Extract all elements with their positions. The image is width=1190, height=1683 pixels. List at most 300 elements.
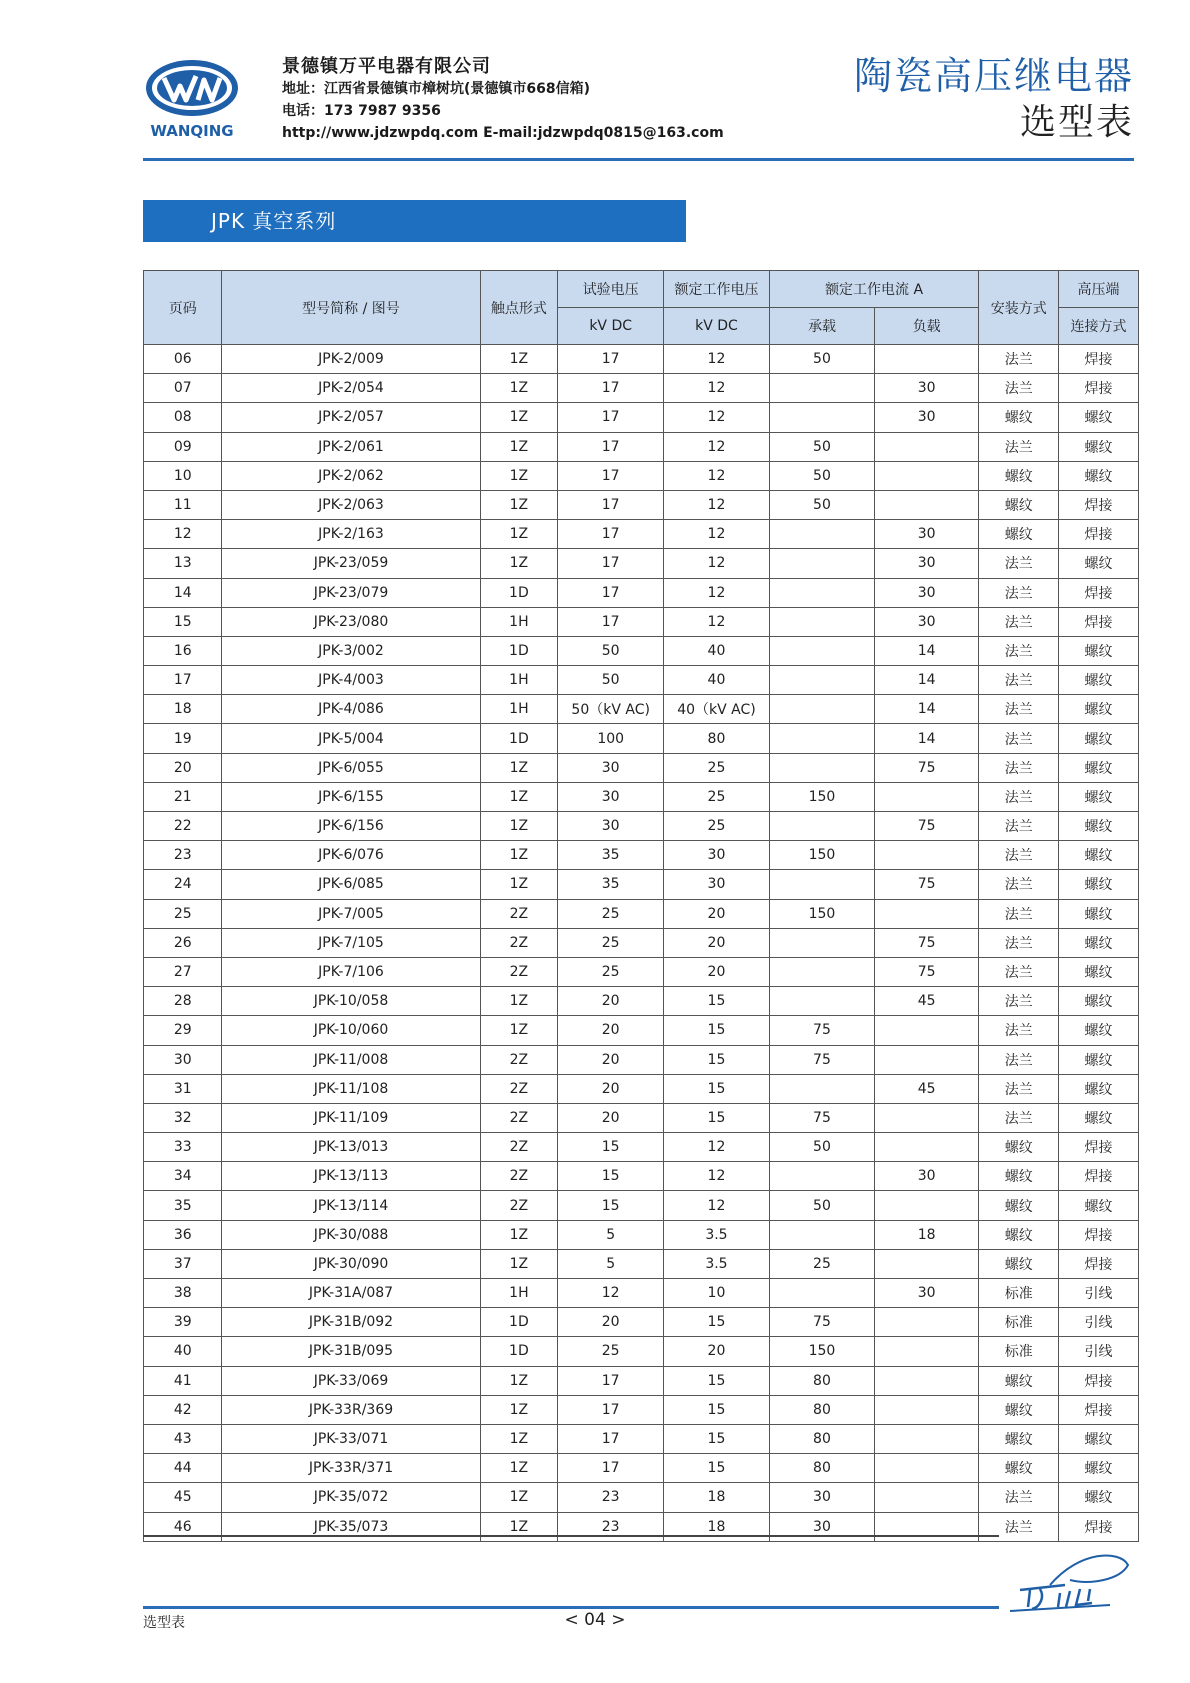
contact-cell: 1D [480, 724, 558, 753]
contact-cell: 1Z [480, 1454, 558, 1483]
test-voltage-cell: 25 [558, 1337, 664, 1366]
model-cell: JPK-11/108 [222, 1074, 480, 1103]
load-current-cell: 30 [875, 403, 979, 432]
model-cell: JPK-2/057 [222, 403, 480, 432]
hv-connection-cell: 螺纹 [1059, 1191, 1139, 1220]
table-row [144, 1103, 1139, 1132]
test-voltage-cell: 17 [558, 1424, 664, 1453]
carry-current-cell [769, 403, 874, 432]
mount-cell: 法兰 [979, 753, 1059, 782]
hv-connection-cell: 螺纹 [1059, 461, 1139, 490]
contact-cell: 1Z [480, 345, 558, 374]
model-cell: JPK-30/088 [222, 1220, 480, 1249]
document-title [854, 52, 1134, 146]
carry-current-cell: 75 [769, 1308, 874, 1337]
model-cell: JPK-6/156 [222, 812, 480, 841]
contact-cell: 2Z [480, 957, 558, 986]
contact-cell: 1Z [480, 1424, 558, 1453]
table-row [144, 1424, 1139, 1453]
test-voltage-cell: 30 [558, 753, 664, 782]
rated-voltage-cell: 12 [664, 345, 770, 374]
page-cell: 41 [144, 1366, 222, 1395]
table-row [144, 812, 1139, 841]
test-voltage-cell: 15 [558, 1162, 664, 1191]
contact-cell: 1Z [480, 812, 558, 841]
table-row [144, 636, 1139, 665]
test-voltage-cell: 20 [558, 1308, 664, 1337]
carry-current-cell [769, 1162, 874, 1191]
model-cell: JPK-2/054 [222, 374, 480, 403]
rated-voltage-cell: 15 [664, 1424, 770, 1453]
test-voltage-cell: 25 [558, 899, 664, 928]
contact-cell: 1Z [480, 841, 558, 870]
contact-cell: 1D [480, 636, 558, 665]
load-current-cell [875, 1103, 979, 1132]
mount-cell: 法兰 [979, 1074, 1059, 1103]
load-current-cell [875, 1191, 979, 1220]
table-row [144, 432, 1139, 461]
model-cell: JPK-7/105 [222, 928, 480, 957]
load-current-cell: 30 [875, 520, 979, 549]
hv-connection-cell: 螺纹 [1059, 899, 1139, 928]
header-load: 负载 [875, 308, 979, 345]
hv-connection-cell: 焊接 [1059, 607, 1139, 636]
test-voltage-cell: 25 [558, 928, 664, 957]
carry-current-cell [769, 549, 874, 578]
mount-cell: 螺纹 [979, 1424, 1059, 1453]
model-cell: JPK-13/114 [222, 1191, 480, 1220]
contact-cell: 1H [480, 607, 558, 636]
page-cell: 22 [144, 812, 222, 841]
test-voltage-cell: 35 [558, 841, 664, 870]
carry-current-cell: 50 [769, 461, 874, 490]
header-contact: 触点形式 [480, 271, 558, 345]
rated-voltage-cell: 15 [664, 1016, 770, 1045]
table-row [144, 1045, 1139, 1074]
load-current-cell: 30 [875, 549, 979, 578]
rated-voltage-cell: 20 [664, 1337, 770, 1366]
contact-cell: 1H [480, 666, 558, 695]
contact-cell: 1D [480, 578, 558, 607]
table-row [144, 1483, 1139, 1512]
carry-current-cell [769, 1279, 874, 1308]
header-mount: 安装方式 [979, 271, 1059, 345]
table-row [144, 1366, 1139, 1395]
rated-voltage-cell: 40 [664, 666, 770, 695]
mount-cell: 法兰 [979, 607, 1059, 636]
load-current-cell [875, 432, 979, 461]
mount-cell: 螺纹 [979, 1249, 1059, 1278]
model-cell: JPK-31A/087 [222, 1279, 480, 1308]
carry-current-cell: 80 [769, 1424, 874, 1453]
hv-connection-cell: 螺纹 [1059, 987, 1139, 1016]
carry-current-cell [769, 636, 874, 665]
load-current-cell: 30 [875, 578, 979, 607]
rated-voltage-cell: 20 [664, 957, 770, 986]
load-current-cell [875, 490, 979, 519]
mount-cell: 标准 [979, 1279, 1059, 1308]
rated-voltage-cell: 12 [664, 1191, 770, 1220]
carry-current-cell [769, 987, 874, 1016]
footer-divider [143, 1606, 999, 1609]
model-cell: JPK-35/073 [222, 1512, 480, 1541]
test-voltage-cell: 17 [558, 1454, 664, 1483]
rated-voltage-cell: 30 [664, 870, 770, 899]
model-cell: JPK-33R/369 [222, 1395, 480, 1424]
mount-cell: 法兰 [979, 1016, 1059, 1045]
page-cell: 09 [144, 432, 222, 461]
load-current-cell [875, 1454, 979, 1483]
table-row [144, 1308, 1139, 1337]
table-row [144, 490, 1139, 519]
model-cell: JPK-7/106 [222, 957, 480, 986]
contact-cell: 1Z [480, 432, 558, 461]
table-row [144, 899, 1139, 928]
carry-current-cell: 50 [769, 432, 874, 461]
load-current-cell: 14 [875, 666, 979, 695]
test-voltage-cell: 23 [558, 1483, 664, 1512]
model-cell: JPK-2/062 [222, 461, 480, 490]
page-cell: 14 [144, 578, 222, 607]
page-cell: 28 [144, 987, 222, 1016]
carry-current-cell: 150 [769, 841, 874, 870]
logo-text: WANQING [150, 122, 234, 140]
rated-voltage-cell: 40 [664, 636, 770, 665]
page-cell: 45 [144, 1483, 222, 1512]
page-cell: 21 [144, 782, 222, 811]
page-cell: 39 [144, 1308, 222, 1337]
contact-cell: 1Z [480, 549, 558, 578]
carry-current-cell: 75 [769, 1016, 874, 1045]
mount-cell: 法兰 [979, 1483, 1059, 1512]
contact-cell: 1D [480, 1308, 558, 1337]
rated-voltage-cell: 25 [664, 782, 770, 811]
carry-current-cell: 50 [769, 1133, 874, 1162]
rated-voltage-cell: 18 [664, 1483, 770, 1512]
load-current-cell [875, 1366, 979, 1395]
mount-cell: 螺纹 [979, 403, 1059, 432]
table-row [144, 870, 1139, 899]
carry-current-cell [769, 724, 874, 753]
title-line2: 选型表 [1019, 102, 1134, 143]
rated-voltage-cell: 15 [664, 1395, 770, 1424]
page-cell: 19 [144, 724, 222, 753]
test-voltage-cell: 23 [558, 1512, 664, 1541]
contact-cell: 2Z [480, 1191, 558, 1220]
rated-voltage-cell: 40（kV AC) [664, 695, 770, 724]
selection-table [143, 270, 1139, 1542]
page-cell: 26 [144, 928, 222, 957]
table-row [144, 666, 1139, 695]
header-rated-voltage-unit: kV DC [664, 308, 770, 345]
load-current-cell: 14 [875, 724, 979, 753]
load-current-cell: 14 [875, 636, 979, 665]
hv-connection-cell: 螺纹 [1059, 432, 1139, 461]
rated-voltage-cell: 10 [664, 1279, 770, 1308]
page-cell: 17 [144, 666, 222, 695]
rated-voltage-cell: 12 [664, 490, 770, 519]
rated-voltage-cell: 12 [664, 1162, 770, 1191]
test-voltage-cell: 20 [558, 987, 664, 1016]
header-model: 型号简称 / 图号 [222, 271, 480, 345]
model-cell: JPK-35/072 [222, 1483, 480, 1512]
header-divider [143, 158, 1134, 161]
hv-connection-cell: 螺纹 [1059, 695, 1139, 724]
hv-connection-cell: 螺纹 [1059, 1424, 1139, 1453]
hv-connection-cell: 螺纹 [1059, 753, 1139, 782]
table-row [144, 753, 1139, 782]
mount-cell: 法兰 [979, 374, 1059, 403]
load-current-cell: 45 [875, 1074, 979, 1103]
carry-current-cell [769, 957, 874, 986]
rated-voltage-cell: 15 [664, 1366, 770, 1395]
mount-cell: 法兰 [979, 1103, 1059, 1132]
table-row [144, 841, 1139, 870]
page-cell: 40 [144, 1337, 222, 1366]
rated-voltage-cell: 12 [664, 578, 770, 607]
mount-cell: 法兰 [979, 841, 1059, 870]
hv-connection-cell: 螺纹 [1059, 870, 1139, 899]
model-cell: JPK-31B/092 [222, 1308, 480, 1337]
test-voltage-cell: 17 [558, 578, 664, 607]
test-voltage-cell: 25 [558, 957, 664, 986]
carry-current-cell: 75 [769, 1045, 874, 1074]
test-voltage-cell: 12 [558, 1279, 664, 1308]
contact-cell: 1Z [480, 782, 558, 811]
test-voltage-cell: 17 [558, 490, 664, 519]
model-cell: JPK-6/155 [222, 782, 480, 811]
page-cell: 15 [144, 607, 222, 636]
mount-cell: 法兰 [979, 636, 1059, 665]
page-cell: 24 [144, 870, 222, 899]
test-voltage-cell: 20 [558, 1074, 664, 1103]
mount-cell: 法兰 [979, 695, 1059, 724]
table-row [144, 520, 1139, 549]
contact-cell: 1Z [480, 753, 558, 782]
company-web-email: http://www.jdzwpdq.com E-mail:jdzwpdq0815@163.com [282, 125, 724, 141]
contact-cell: 1Z [480, 1512, 558, 1541]
table-row [144, 345, 1139, 374]
model-cell: JPK-23/080 [222, 607, 480, 636]
page-cell: 10 [144, 461, 222, 490]
mount-cell: 螺纹 [979, 1162, 1059, 1191]
table-row [144, 607, 1139, 636]
load-current-cell [875, 1424, 979, 1453]
contact-cell: 1Z [480, 1016, 558, 1045]
table-body [144, 345, 1139, 1542]
table-row [144, 578, 1139, 607]
mount-cell: 螺纹 [979, 1395, 1059, 1424]
page-cell: 18 [144, 695, 222, 724]
page-cell: 36 [144, 1220, 222, 1249]
carry-current-cell: 50 [769, 345, 874, 374]
carry-current-cell: 80 [769, 1366, 874, 1395]
hv-connection-cell: 螺纹 [1059, 724, 1139, 753]
load-current-cell: 30 [875, 607, 979, 636]
load-current-cell [875, 841, 979, 870]
hv-connection-cell: 螺纹 [1059, 666, 1139, 695]
test-voltage-cell: 17 [558, 1395, 664, 1424]
load-current-cell: 75 [875, 928, 979, 957]
contact-cell: 1Z [480, 1249, 558, 1278]
hv-connection-cell: 焊接 [1059, 1366, 1139, 1395]
hv-connection-cell: 螺纹 [1059, 1074, 1139, 1103]
page-cell: 46 [144, 1512, 222, 1541]
test-voltage-cell: 20 [558, 1045, 664, 1074]
contact-cell: 2Z [480, 1162, 558, 1191]
contact-cell: 1H [480, 695, 558, 724]
company-logo [140, 58, 255, 143]
rated-voltage-cell: 12 [664, 607, 770, 636]
model-cell: JPK-31B/095 [222, 1337, 480, 1366]
mount-cell: 法兰 [979, 812, 1059, 841]
rated-voltage-cell: 15 [664, 1045, 770, 1074]
load-current-cell: 30 [875, 374, 979, 403]
table-row [144, 1395, 1139, 1424]
rated-voltage-cell: 15 [664, 1103, 770, 1132]
rated-voltage-cell: 3.5 [664, 1220, 770, 1249]
mount-cell: 法兰 [979, 899, 1059, 928]
mount-cell: 法兰 [979, 1045, 1059, 1074]
carry-current-cell: 30 [769, 1512, 874, 1541]
hv-connection-cell: 螺纹 [1059, 957, 1139, 986]
table-row [144, 1074, 1139, 1103]
contact-cell: 1D [480, 1337, 558, 1366]
rated-voltage-cell: 12 [664, 1133, 770, 1162]
load-current-cell [875, 1045, 979, 1074]
rated-voltage-cell: 15 [664, 987, 770, 1016]
mount-cell: 标准 [979, 1337, 1059, 1366]
rated-voltage-cell: 12 [664, 374, 770, 403]
carry-current-cell [769, 578, 874, 607]
mount-cell: 螺纹 [979, 461, 1059, 490]
page-cell: 32 [144, 1103, 222, 1132]
rated-voltage-cell: 12 [664, 461, 770, 490]
mount-cell: 法兰 [979, 987, 1059, 1016]
rated-voltage-cell: 20 [664, 928, 770, 957]
contact-cell: 1Z [480, 870, 558, 899]
model-cell: JPK-30/090 [222, 1249, 480, 1278]
table-row [144, 1220, 1139, 1249]
load-current-cell: 18 [875, 1220, 979, 1249]
page-cell: 25 [144, 899, 222, 928]
table-row [144, 1191, 1139, 1220]
table-row [144, 549, 1139, 578]
page-cell: 33 [144, 1133, 222, 1162]
model-cell: JPK-33R/371 [222, 1454, 480, 1483]
hv-connection-cell: 焊接 [1059, 1512, 1139, 1541]
page-cell: 27 [144, 957, 222, 986]
rated-voltage-cell: 12 [664, 549, 770, 578]
hv-connection-cell: 焊接 [1059, 1133, 1139, 1162]
mount-cell: 螺纹 [979, 1366, 1059, 1395]
carry-current-cell: 25 [769, 1249, 874, 1278]
page-cell: 06 [144, 345, 222, 374]
test-voltage-cell: 17 [558, 461, 664, 490]
hv-connection-cell: 焊接 [1059, 1249, 1139, 1278]
page-cell: 23 [144, 841, 222, 870]
contact-cell: 1Z [480, 374, 558, 403]
rated-voltage-cell: 80 [664, 724, 770, 753]
model-cell: JPK-10/058 [222, 987, 480, 1016]
load-current-cell [875, 461, 979, 490]
table-row [144, 1249, 1139, 1278]
mount-cell: 法兰 [979, 432, 1059, 461]
carry-current-cell: 80 [769, 1454, 874, 1483]
section-title: JPK 真空系列 [143, 200, 686, 242]
hv-connection-cell: 螺纹 [1059, 549, 1139, 578]
page-cell: 42 [144, 1395, 222, 1424]
hv-connection-cell: 螺纹 [1059, 1045, 1139, 1074]
test-voltage-cell: 50（kV AC) [558, 695, 664, 724]
mount-cell: 螺纹 [979, 1220, 1059, 1249]
test-voltage-cell: 5 [558, 1249, 664, 1278]
carry-current-cell: 150 [769, 1337, 874, 1366]
test-voltage-cell: 50 [558, 666, 664, 695]
table-row [144, 1454, 1139, 1483]
hv-connection-cell: 焊接 [1059, 490, 1139, 519]
test-voltage-cell: 17 [558, 432, 664, 461]
load-current-cell [875, 1249, 979, 1278]
load-current-cell [875, 1395, 979, 1424]
hv-connection-cell: 螺纹 [1059, 403, 1139, 432]
model-cell: JPK-11/008 [222, 1045, 480, 1074]
table-row [144, 374, 1139, 403]
contact-cell: 2Z [480, 899, 558, 928]
page-cell: 37 [144, 1249, 222, 1278]
contact-cell: 1Z [480, 1366, 558, 1395]
test-voltage-cell: 17 [558, 607, 664, 636]
table-row [144, 957, 1139, 986]
hv-connection-cell: 焊接 [1059, 1220, 1139, 1249]
header-rated-current: 额定工作电流 A [769, 271, 978, 308]
carry-current-cell [769, 870, 874, 899]
mount-cell: 法兰 [979, 549, 1059, 578]
load-current-cell [875, 1133, 979, 1162]
rated-voltage-cell: 20 [664, 899, 770, 928]
rated-voltage-cell: 12 [664, 403, 770, 432]
table-row [144, 987, 1139, 1016]
test-voltage-cell: 15 [558, 1191, 664, 1220]
page-cell: 12 [144, 520, 222, 549]
test-voltage-cell: 17 [558, 374, 664, 403]
carry-current-cell: 80 [769, 1395, 874, 1424]
model-cell: JPK-23/079 [222, 578, 480, 607]
carry-current-cell [769, 812, 874, 841]
mount-cell: 螺纹 [979, 1191, 1059, 1220]
load-current-cell: 75 [875, 812, 979, 841]
mount-cell: 螺纹 [979, 520, 1059, 549]
carry-current-cell [769, 1074, 874, 1103]
test-voltage-cell: 15 [558, 1133, 664, 1162]
carry-current-cell: 75 [769, 1103, 874, 1132]
carry-current-cell [769, 607, 874, 636]
page-cell: 20 [144, 753, 222, 782]
table-row [144, 403, 1139, 432]
test-voltage-cell: 30 [558, 812, 664, 841]
company-address: 地址：江西省景德镇市樟树坑(景德镇市668信箱) [282, 81, 591, 97]
contact-cell: 1Z [480, 520, 558, 549]
contact-cell: 2Z [480, 1045, 558, 1074]
page-cell: 08 [144, 403, 222, 432]
brand-signature-mark [1010, 1545, 1135, 1620]
contact-cell: 1Z [480, 461, 558, 490]
load-current-cell: 14 [875, 695, 979, 724]
table-row [144, 1337, 1139, 1366]
hv-connection-cell: 引线 [1059, 1308, 1139, 1337]
test-voltage-cell: 5 [558, 1220, 664, 1249]
mount-cell: 法兰 [979, 957, 1059, 986]
